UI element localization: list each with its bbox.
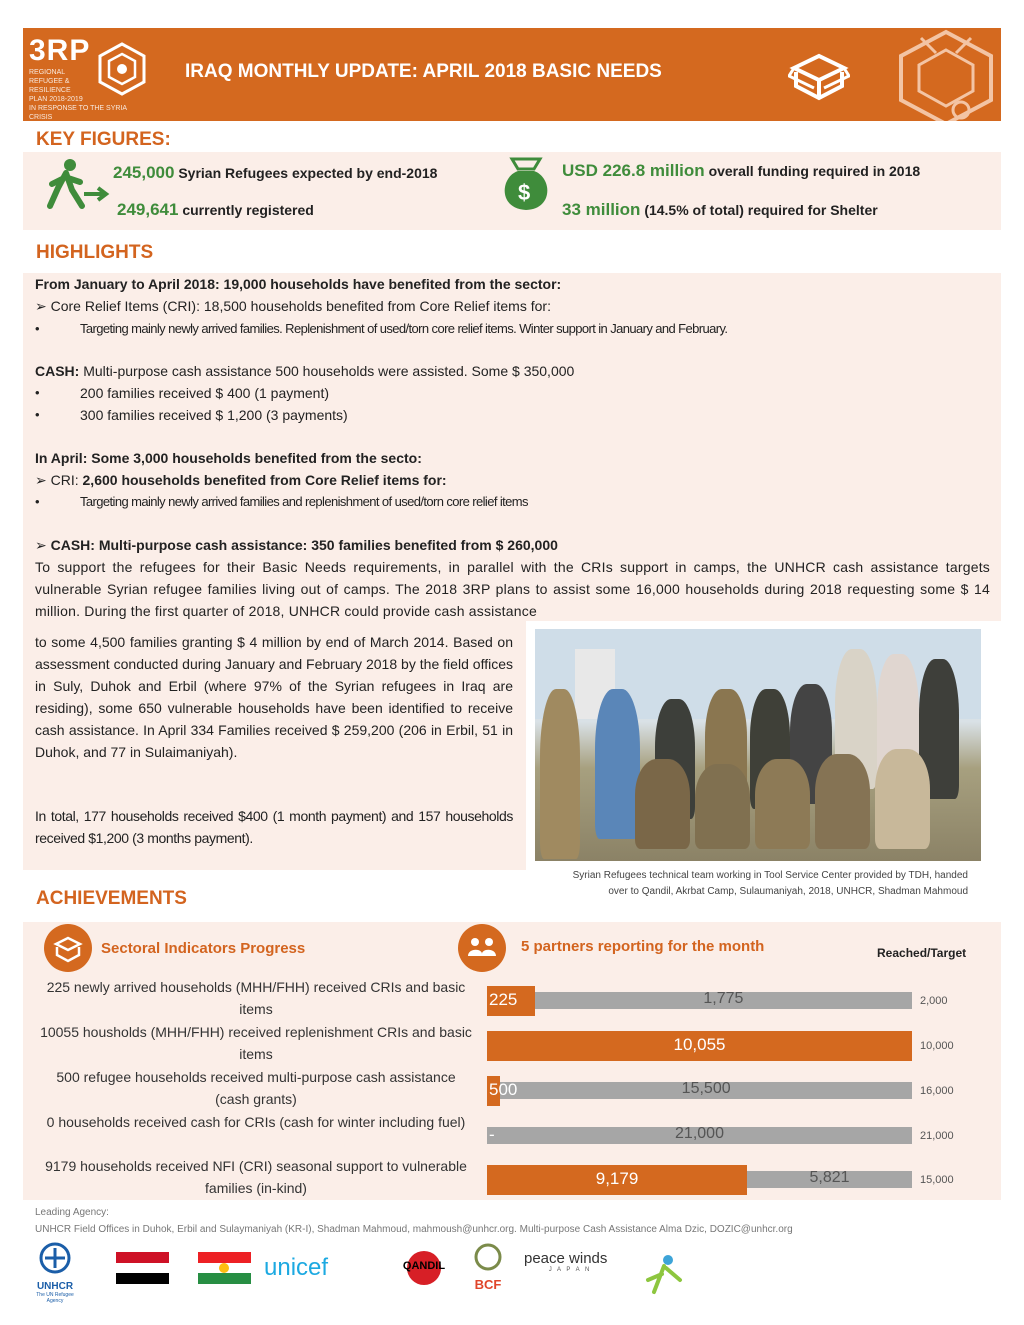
peace-winds-logo-sub: J A P A N xyxy=(548,1267,592,1273)
bcf-logo xyxy=(470,1242,506,1298)
hl-line-8 xyxy=(35,472,447,489)
hl-line-10-text: CASH: Multi-purpose cash assistance: 350 families benefited from $ 260,000 xyxy=(50,537,558,553)
kf-registered xyxy=(117,200,314,220)
box-icon xyxy=(788,46,850,102)
hl-line-6 xyxy=(35,407,348,423)
highlights-title: HIGHLIGHTS xyxy=(36,242,154,263)
walking-person-icon xyxy=(44,158,110,210)
hl-line-10 xyxy=(35,537,558,554)
page-title: IRAQ MONTHLY UPDATE: APRIL 2018 BASIC NEEDS xyxy=(185,61,662,82)
peace-winds-logo-text: peace winds xyxy=(524,1250,608,1267)
indicator-target-value: 15,000 xyxy=(920,1174,954,1186)
photo-person xyxy=(635,759,690,849)
hl-line-7: In April: Some 3,000 households benefited from the secto: xyxy=(35,450,422,466)
peace-winds-logo xyxy=(524,1250,616,1306)
kf-registered-text: currently registered xyxy=(182,202,314,218)
partners-circle-icon xyxy=(458,924,506,972)
sectoral-indicators-heading: Sectoral Indicators Progress xyxy=(101,940,306,957)
indicator-target-value: 16,000 xyxy=(920,1085,954,1097)
kf-shelter-text: (14.5% of total) required for Shelter xyxy=(644,202,878,218)
partners-heading: 5 partners reporting for the month xyxy=(521,938,765,955)
indicator-label: 9179 households received NFI (CRI) seasonal support to vulnerable families (in-kind) xyxy=(45,1158,467,1196)
indicator-remaining-value: 5,821 xyxy=(809,1169,850,1186)
indicator-remaining-value: 15,500 xyxy=(681,1080,731,1097)
indicator-reached-value: 10,055 xyxy=(673,1035,726,1054)
qandil-logo xyxy=(392,1248,456,1288)
bullet-glyph: • xyxy=(35,385,40,400)
kf-funding-text: overall funding required in 2018 xyxy=(708,163,921,179)
arrow-glyph: ➢ xyxy=(35,298,47,314)
3rp-logo xyxy=(29,34,149,121)
bullet-glyph: • xyxy=(35,321,40,336)
box-circle-icon xyxy=(44,924,92,972)
hl-line-3 xyxy=(35,321,728,336)
bullet-glyph: • xyxy=(35,494,40,509)
kf-funding xyxy=(562,161,920,181)
kf-expected-text: Syrian Refugees expected by end-2018 xyxy=(178,165,438,181)
hl-line-6-text: 300 families received $ 1,200 (3 payments) xyxy=(80,407,348,423)
hl-line-5 xyxy=(35,385,330,401)
indicator-reached-value: 225 xyxy=(489,990,518,1009)
kf-funding-num: USD 226.8 million xyxy=(562,161,705,180)
hl-paragraph-3: In total, 177 households received $400 (1 month payment) and 157 households received $1,200 (3 months payment). xyxy=(35,808,513,846)
leading-agency-label: Leading Agency: xyxy=(35,1207,109,1218)
kf-expected xyxy=(113,163,437,183)
indicator-label: 225 newly arrived households (MHH/FHH) received CRIs and basic items xyxy=(46,979,466,1017)
team-photo xyxy=(535,629,981,861)
3rp-logo-sub-4: PLAN 2018-2019 xyxy=(29,96,83,103)
hl-line-4-text: Multi-purpose cash assistance 500 households were assisted. Some $ 350,000 xyxy=(79,363,575,379)
indicator-reached-value: 500 xyxy=(489,1080,518,1099)
arrow-glyph: ➢ xyxy=(35,537,47,553)
dollar-glyph: $ xyxy=(518,180,531,205)
indicator-label: 10055 housholds (MHH/FHH) received replenishment CRIs and basic items xyxy=(40,1024,472,1062)
photo-person xyxy=(695,764,750,849)
photo-person xyxy=(595,689,640,839)
hl-paragraph-1: To support the refugees for their Basic Needs requirements, in parallel with the CRIs support in camps, the UNHCR cash assistance targets vulnerable Syrian refugee families living out of camps. The 2018 3RP plans to assist some 16,000 households during 2018 requesting some $ 14 million. During the first quarter of 2018, UNHCR could provide cash assistance xyxy=(35,559,990,619)
indicator-target-value: 2,000 xyxy=(920,995,948,1007)
kf-shelter-num: 33 million xyxy=(562,200,641,219)
3rp-logo-text: 3RP xyxy=(29,34,91,67)
hl-line-8-b: 2,600 households benefited from Core Relief items for: xyxy=(82,472,447,488)
indicator-target-value: 21,000 xyxy=(920,1130,954,1142)
hl-line-3-text: Targeting mainly newly arrived families. Replenishment of used/torn core relief items. Winter support in January and February. xyxy=(80,321,728,336)
kf-registered-num: 249,641 xyxy=(117,200,179,219)
indicator-reached-value: 9,179 xyxy=(595,1169,639,1188)
hl-line-2-text: Core Relief Items (CRI): 18,500 households benefited from Core Relief items for: xyxy=(50,298,551,314)
unhcr-logo xyxy=(30,1240,80,1304)
bullet-glyph: • xyxy=(35,407,40,422)
unhcr-logo-sub: The UN Refugee Agency xyxy=(36,1292,74,1304)
3rp-logo-sub-5: IN RESPONSE TO THE SYRIA CRISIS xyxy=(29,105,127,121)
3rp-logo-sub-3: RESILIENCE xyxy=(29,87,71,94)
reached-target-label: Reached/Target xyxy=(877,946,967,960)
achievements-title: ACHIEVEMENTS xyxy=(36,888,187,909)
hl-line-4 xyxy=(35,363,574,379)
hl-line-9 xyxy=(35,494,528,509)
3rp-logo-sub-2: REFUGEE & xyxy=(29,78,70,85)
decorative-pattern-icon xyxy=(891,28,1001,121)
kf-expected-num: 245,000 xyxy=(113,163,175,182)
key-figures-title: KEY FIGURES: xyxy=(36,129,171,150)
bcf-logo-text: BCF xyxy=(474,1277,502,1292)
indicator-label: 0 households received cash for CRIs (cash for winter including fuel) xyxy=(46,1114,466,1130)
hl-line-8-a: CRI: xyxy=(50,472,83,488)
partner-figure-logo xyxy=(640,1246,686,1302)
photo-person xyxy=(815,754,870,849)
hl-line-5-text: 200 families received $ 400 (1 payment) xyxy=(80,385,330,401)
indicator-remaining-value: 21,000 xyxy=(675,1125,724,1142)
indicator-remaining-value: 1,775 xyxy=(703,990,744,1007)
indicator-label: 500 refugee households received multi-purpose cash assistance (cash grants) xyxy=(56,1069,456,1107)
unhcr-logo-text: UNHCR xyxy=(36,1281,74,1292)
photo-caption: Syrian Refugees technical team working in Tool Service Center provided by TDH, handed over to Qandil, Akrbat Camp, Sulaumaniyah, 2018, UNHCR, Shadman Mahmoud xyxy=(572,870,968,897)
hl-line-2 xyxy=(35,298,551,315)
photo-person xyxy=(875,749,930,849)
hl-cash-label: CASH: xyxy=(35,363,80,379)
kurdistan-flag xyxy=(198,1252,251,1284)
header-banner xyxy=(23,28,1001,121)
3rp-logo-sub-1: REGIONAL xyxy=(29,69,66,76)
photo-person xyxy=(755,759,810,849)
kf-shelter xyxy=(562,200,878,220)
indicator-target-value: 10,000 xyxy=(920,1040,954,1052)
hl-paragraph-2: to some 4,500 families granting $ 4 million by end of March 2014. Based on assessment conducted during January and February 2018 by the field offices in Suly, Duhok and Erbil (where 97% of the Syrian refugees in Iraq are residing), some 650 vulnerable households have been identified to receive cash assistance. In April 334 Families received $ 259,200 (206 in Erbil, 51 in Duhok, and 77 in Sulaimaniyah). xyxy=(35,634,513,760)
footer-contacts: UNHCR Field Offices in Duhok, Erbil and Sulaymaniyah (KR-I), Shadman Mahmoud, mahmoush@unhcr.org. Multi-purpose Cash Assistance Alma Dzic, DOZIC@unhcr.org xyxy=(35,1224,793,1235)
photo-person xyxy=(540,689,580,859)
unicef-logo: unicef xyxy=(264,1254,329,1281)
iraq-flag xyxy=(116,1252,169,1284)
arrow-glyph: ➢ xyxy=(35,472,47,488)
3rp-emblem-icon xyxy=(95,42,149,96)
indicator-reached-value: - xyxy=(489,1125,495,1144)
hl-line-9-text: Targeting mainly newly arrived families and replenishment of used/torn core relief items xyxy=(80,494,528,509)
qandil-logo-text: QANDIL xyxy=(402,1260,446,1272)
hl-line-1: From January to April 2018: 19,000 households have benefited from the sector: xyxy=(35,276,562,292)
